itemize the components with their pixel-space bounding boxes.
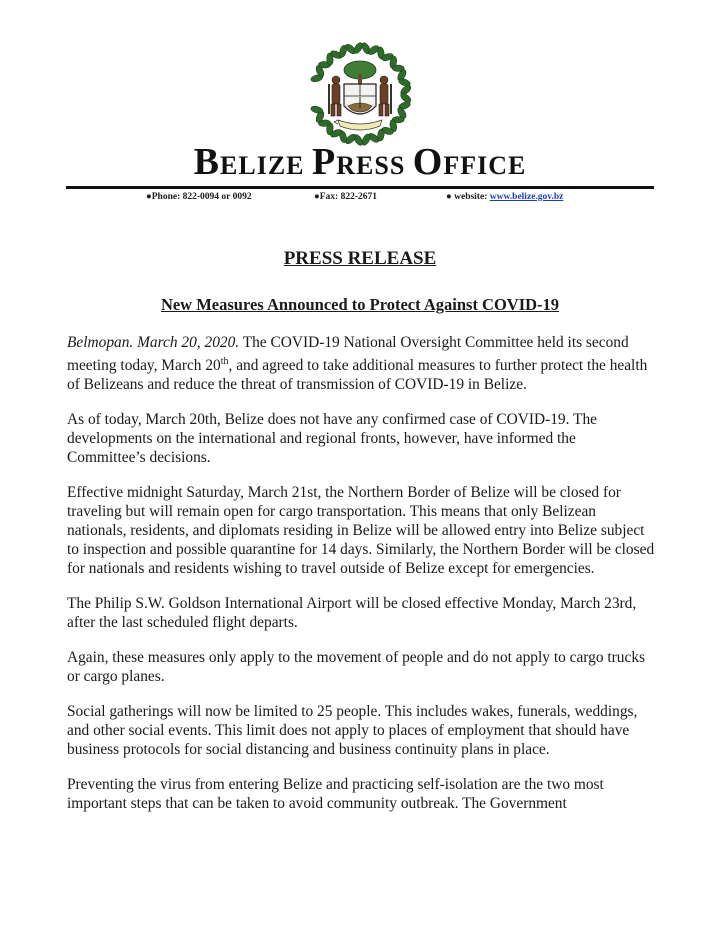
paragraph-1: Belmopan. March 20, 2020. The COVID-19 National Oversight Committee held its second meeting today, March 20th, and agreed to take additional measures to further protect the health of Belizeans and reduce the threat of transmission of COVID-19 in Belize.	[67, 334, 648, 394]
phone-info: ●Phone: 822-0094 or 0092	[146, 192, 252, 202]
paragraph-3: Effective midnight Saturday, March 21st, the Northern Border of Belize will be closed for traveling but will remain open for cargo transportation. This means that only Belizean nationals, residents, and diplomats residing in Belize will be allowed entry into Belize subject to inspection and possible quarantine for 14 days. Similarly, the Northern Border will be closed for nationals and residents wishing to travel outside of Belize except for emergencies.	[67, 484, 655, 578]
headline: New Measures Announced to Protect Against COVID-19	[160, 295, 560, 314]
website-info	[446, 192, 563, 202]
press-release-label: PRESS RELEASE	[283, 248, 437, 269]
paragraph-4: The Philip S.W. Goldson International Airport will be closed effective Monday, March 23rd, after the last scheduled flight departs.	[67, 595, 637, 632]
header-rule	[66, 186, 654, 189]
office-title: BELIZE PRESS OFFICE	[193, 141, 527, 183]
fax-info: ●Fax: 822-2671	[314, 192, 377, 202]
paragraph-6: Social gatherings will now be limited to 25 people. This includes wakes, funerals, weddings, and other social events. This limit does not apply to places of employment that should have business protocols for social distancing and business continuity plans in place.	[67, 703, 638, 759]
body-text	[67, 333, 655, 829]
paragraph-7: Preventing the virus from entering Belize and practicing self-isolation are the two most important steps that can be taken to avoid community outbreak. The Government	[67, 776, 604, 813]
website-link[interactable]: www.belize.gov.bz	[489, 192, 564, 202]
paragraph-5: Again, these measures only apply to the movement of people and do not apply to cargo trucks or cargo planes.	[67, 649, 646, 686]
website-label: ● website:	[446, 192, 490, 202]
coat-of-arms-seal	[308, 40, 412, 148]
dateline: Belmopan. March 20, 2020.	[67, 334, 240, 351]
paragraph-2: As of today, March 20th, Belize does not have any confirmed case of COVID-19. The developments on the international and regional fronts, however, have informed the Committee’s decisions.	[67, 411, 597, 467]
